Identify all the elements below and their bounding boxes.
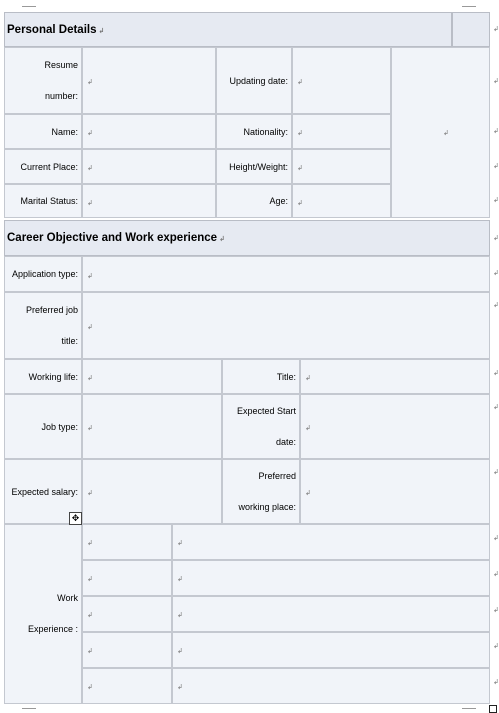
row-end-mark: ↲ <box>493 571 499 578</box>
label-marital-status: Marital Status: <box>4 184 82 218</box>
section-header-personal-end <box>452 12 490 47</box>
corner-tick <box>22 6 36 7</box>
row-end-mark: ↲ <box>493 679 499 686</box>
label-working-life: Working life: <box>4 359 82 394</box>
field-name[interactable]: ↲ <box>82 114 216 149</box>
row-end-mark: ↲ <box>493 163 499 170</box>
label-nationality: Nationality: <box>216 114 292 149</box>
row-end-mark: ↲ <box>493 535 499 542</box>
work-exp-period-3[interactable]: ↲ <box>82 596 172 632</box>
field-nationality[interactable]: ↲ <box>292 114 391 149</box>
label-current-place: Current Place: <box>4 149 82 184</box>
field-age[interactable]: ↲ <box>292 184 391 218</box>
section-header-personal <box>4 12 452 47</box>
row-end-mark: ↲ <box>493 469 499 476</box>
label-title: Title: <box>222 359 300 394</box>
field-expected-start-date[interactable]: ↲ <box>300 394 490 459</box>
work-exp-period-2[interactable]: ↲ <box>82 560 172 596</box>
work-exp-period-4[interactable]: ↲ <box>82 632 172 668</box>
row-end-mark: ↲ <box>493 235 499 242</box>
work-exp-period-5[interactable]: ↲ <box>82 668 172 704</box>
field-height-weight[interactable]: ↲ <box>292 149 391 184</box>
field-job-type[interactable]: ↲ <box>82 394 222 459</box>
label-resume-number: Resume number: <box>4 47 82 114</box>
label-height-weight: Height/Weight: <box>216 149 292 184</box>
field-application-type[interactable]: ↲ <box>82 256 490 292</box>
row-end-mark: ↲ <box>493 370 499 377</box>
row-end-mark: ↲ <box>493 607 499 614</box>
label-application-type: Application type: <box>4 256 82 292</box>
field-current-place[interactable]: ↲ <box>82 149 216 184</box>
label-preferred-working-place: Preferred working place: <box>222 459 300 524</box>
row-end-mark: ↲ <box>493 78 499 85</box>
field-preferred-working-place[interactable]: ↲ <box>300 459 490 524</box>
work-exp-detail-4[interactable]: ↲ <box>172 632 490 668</box>
field-expected-salary[interactable]: ↲ <box>82 459 222 524</box>
field-updating-date[interactable]: ↲ <box>292 47 391 114</box>
section-header-career <box>4 220 490 256</box>
label-job-type: Job type: <box>4 394 82 459</box>
field-preferred-job-title[interactable]: ↲ <box>82 292 490 359</box>
row-end-mark: ↲ <box>493 302 499 309</box>
field-title[interactable]: ↲ <box>300 359 490 394</box>
row-end-mark: ↲ <box>493 197 499 204</box>
label-age: Age: <box>216 184 292 218</box>
field-resume-number[interactable]: ↲ <box>82 47 216 114</box>
row-end-mark: ↲ <box>493 128 499 135</box>
work-exp-detail-2[interactable]: ↲ <box>172 560 490 596</box>
corner-tick <box>462 6 476 7</box>
label-name: Name: <box>4 114 82 149</box>
work-exp-detail-5[interactable]: ↲ <box>172 668 490 704</box>
move-handle-icon[interactable]: ✥ <box>69 512 82 525</box>
label-expected-salary: Expected salary: <box>4 459 82 524</box>
row-end-mark: ↲ <box>493 643 499 650</box>
field-marital-status[interactable]: ↲ <box>82 184 216 218</box>
photo-area[interactable]: ↲ <box>391 47 490 218</box>
label-expected-start-date: Expected Start date: <box>222 394 300 459</box>
label-preferred-job-title: Preferred job title: <box>4 292 82 359</box>
work-exp-detail-3[interactable]: ↲ <box>172 596 490 632</box>
row-end-mark: ↲ <box>493 26 499 33</box>
section-title-career: Career Objective and Work experience ↲ <box>7 232 225 244</box>
field-working-life[interactable]: ↲ <box>82 359 222 394</box>
work-exp-period-1[interactable]: ↲ <box>82 524 172 560</box>
work-exp-detail-1[interactable]: ↲ <box>172 524 490 560</box>
corner-tick <box>22 708 36 709</box>
label-work-experience: Work Experience : <box>4 524 82 704</box>
label-updating-date: Updating date: <box>216 47 292 114</box>
corner-tick <box>462 708 476 709</box>
row-end-mark: ↲ <box>493 404 499 411</box>
section-title-personal: Personal Details ↲ <box>7 23 105 36</box>
row-end-mark: ↲ <box>493 270 499 277</box>
